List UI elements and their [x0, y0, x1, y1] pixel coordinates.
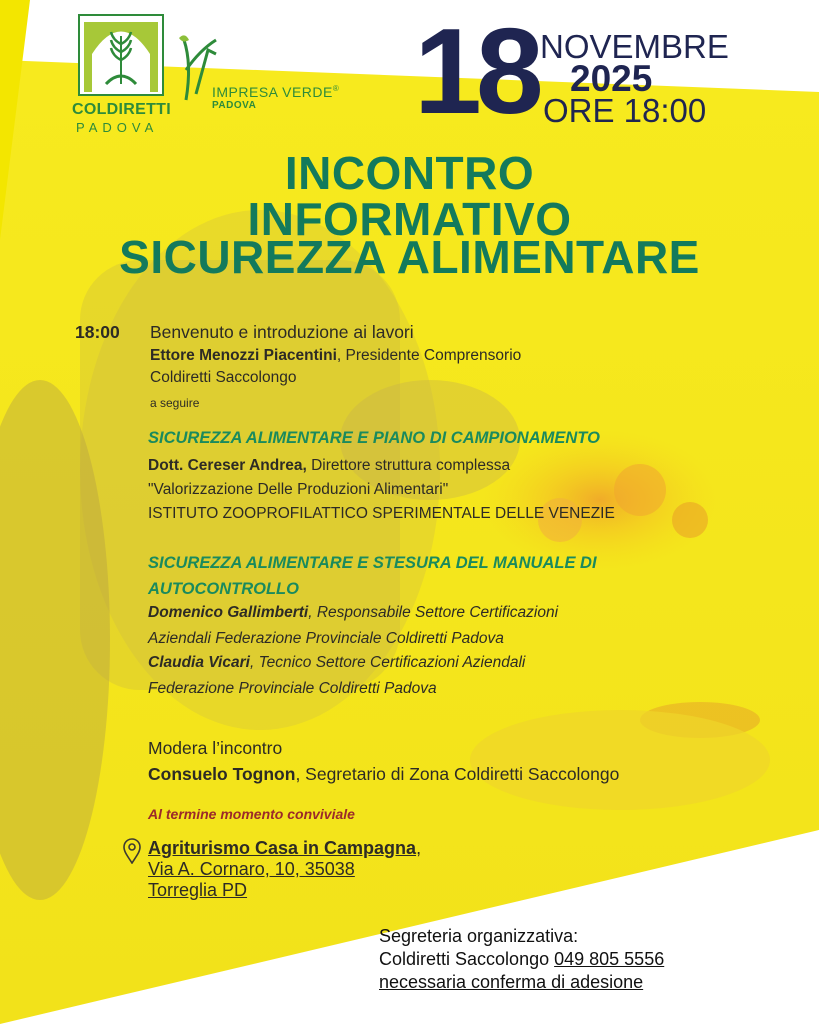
venue-name-link[interactable]: Agriturismo Casa in Campagna — [148, 838, 417, 858]
impresa-verde-wordmark — [212, 84, 339, 100]
contact-label: Segreteria organizzativa: — [379, 926, 579, 946]
talk2-speaker1: Domenico Gallimberti — [148, 604, 309, 621]
talk2-title-1: SICUREZZA ALIMENTARE E STESURA DEL MANUALE DI — [148, 554, 597, 572]
closing-note: Al termine momento conviviale — [148, 806, 355, 822]
location-pin-icon — [122, 838, 142, 864]
follow-text: a seguire — [150, 396, 200, 410]
event-time: ORE 18:00 — [543, 92, 707, 129]
talk2-role1: , Responsabile Settore Certificazioni — [308, 604, 559, 621]
moderator-role: , Segretario di Zona Coldiretti Saccolongo — [295, 764, 620, 784]
event-year: 2025 — [570, 58, 653, 99]
contact-org: Coldiretti Saccolongo — [379, 949, 555, 969]
moderator-line — [148, 764, 619, 785]
talk1-title: SICUREZZA ALIMENTARE E PIANO DI CAMPIONAMENTO — [148, 429, 600, 447]
talk2-role2-2: Federazione Provinciale Coldiretti Padova — [148, 680, 437, 697]
talk1-role-2: "Valorizzazione Delle Produzioni Alimentari" — [148, 481, 449, 498]
title-line-1: INCONTRO — [284, 147, 535, 199]
talk1-role-3: ISTITUTO ZOOPROFILATTICO SPERIMENTALE DELLE VENEZIE — [148, 505, 615, 522]
venue-comma: , — [416, 838, 422, 858]
coldiretti-city: PADOVA — [76, 120, 159, 135]
venue-address-link[interactable]: Via A. Cornaro, 10, 35038 — [148, 859, 355, 879]
welcome-speaker-line — [150, 347, 521, 365]
welcome-role: , Presidente Comprensorio — [336, 347, 522, 364]
welcome-speaker: Ettore Menozzi Piacentini — [150, 347, 337, 364]
event-day: 18 — [414, 3, 538, 139]
coldiretti-wordmark: COLDIRETTI — [72, 101, 171, 118]
title-line-3: SICUREZZA ALIMENTARE — [119, 231, 700, 283]
talk1-role: Direttore struttura complessa — [306, 457, 511, 474]
talk2-title-2: AUTOCONTROLLO — [148, 580, 299, 598]
venue-city-link[interactable]: Torreglia PD — [148, 880, 248, 900]
contact-note-link[interactable]: necessaria conferma di adesione — [379, 972, 644, 992]
talk2-speaker2-line — [148, 654, 525, 672]
talk1-speaker-line — [148, 457, 510, 475]
talk2-role1-2: Aziendali Federazione Provinciale Coldiretti Padova — [148, 630, 504, 647]
contact-line — [379, 949, 664, 970]
impresa-verde-city: PADOVA — [212, 100, 257, 111]
talk1-speaker: Dott. Cereser Andrea, — [148, 457, 307, 474]
moderator-label: Modera l’incontro — [148, 738, 283, 758]
contact-phone-link[interactable]: 049 805 5556 — [554, 949, 665, 969]
welcome-role-2: Coldiretti Saccolongo — [150, 369, 297, 386]
title-line-2: INFORMATIVO — [247, 193, 572, 245]
venue-name-line — [148, 838, 421, 859]
welcome-text: Benvenuto e introduzione ai lavori — [150, 322, 414, 342]
talk2-role2: , Tecnico Settore Certificazioni Aziendali — [249, 654, 526, 671]
moderator-name: Consuelo Tognon — [148, 764, 296, 784]
talk2-speaker1-line — [148, 604, 558, 622]
impresa-verde-name: IMPRESA VERDE — [212, 84, 333, 100]
event-month: NOVEMBRE — [540, 28, 729, 65]
program-time: 18:00 — [75, 322, 120, 342]
registered-mark: ® — [332, 84, 340, 93]
coldiretti-logo-icon — [78, 14, 164, 96]
talk2-speaker2: Claudia Vicari — [148, 654, 250, 671]
